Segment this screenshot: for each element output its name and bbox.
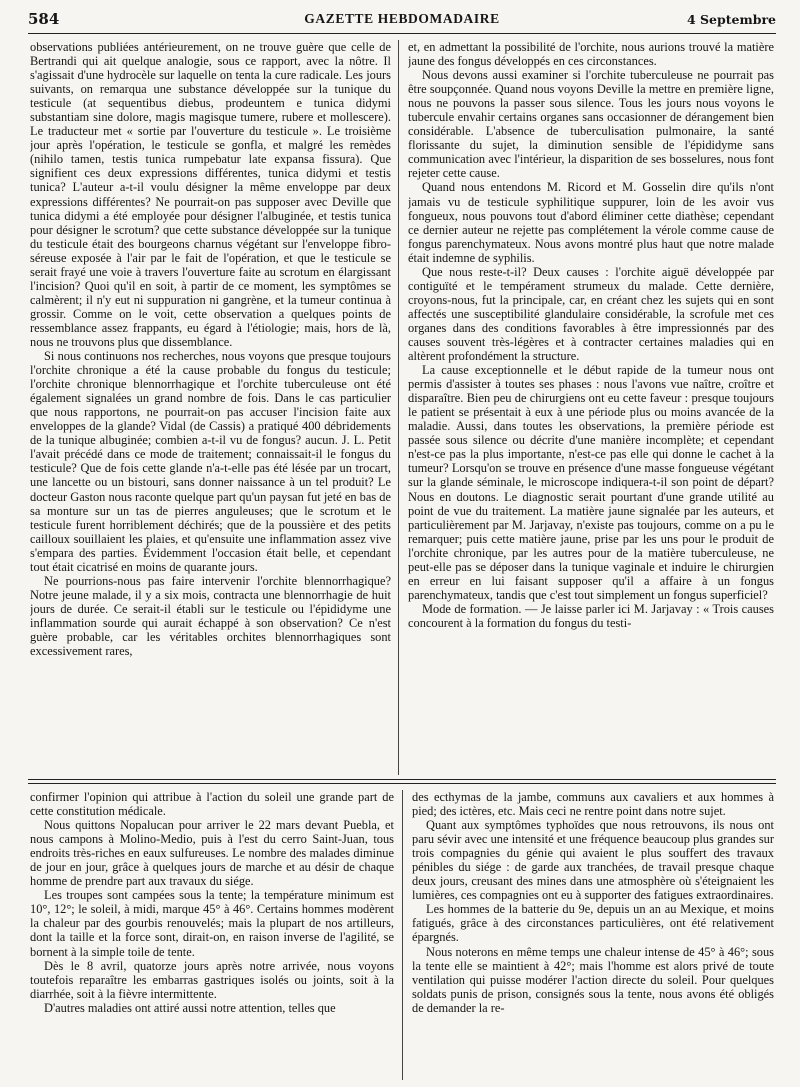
paragraph: des ecthymas de la jambe, communs aux cavaliers et aux hommes à pied; des ictères, etc. Mais ceci ne rentre point dans notre sujet. bbox=[412, 790, 774, 819]
paragraph: Que nous reste-t-il? Deux causes : l'orchite aiguë développée par contiguïté et le tempérament strumeux du malade. Cette dernière, croyons-nous, fut la principale, car, en créant chez les sujets qui en sont affectés une susceptibilité glandulaire considérable, la scrofule met ces organes dans des conditions favorables à être impressionnés par des causes souvent très-légères et à contracter certaines maladies qui en altèrent profondément la structure. bbox=[408, 264, 774, 364]
column-divider bbox=[398, 40, 399, 775]
paragraph: Nous devons aussi examiner si l'orchite tuberculeuse ne pourrait pas être soupçonnée. Quand nous voyons Deville la mettre en première ligne, nous ne pouvons la passer sous silence. Tous les jours nous voyons le tubercule envahir certains organes sans occasionner de dérangement bien considérable. L'absence de tuberculisation pulmonaire, la santé florissante du sujet, la diminution sensible de l'épididyme sans communication avec l'intérieur, la disparition de ses bosselures, nous font rejeter cette cause. bbox=[408, 68, 774, 181]
section-heading-paragraph: Mode de formation. — Je laisse parler ici M. Jarjavay : « Trois causes concourent à la formation du fongus du testi- bbox=[408, 601, 774, 630]
paragraph: Quand nous entendons M. Ricord et M. Gosselin dire qu'ils n'ont jamais vu de testicule syphilitique suppurer, loin de les avoir vus fongueux, nous pouvons tout d'abord éliminer cette diathèse; cependant ce dernier auteur ne rejette pas complétement la vérole comme cause de fongus parenchymateux. Nous avons montré plus haut que notre malade était indemne de syphilis. bbox=[408, 180, 774, 265]
paragraph: Ne pourrions-nous pas faire intervenir l'orchite blennorrhagique? Notre jeune malade, il y a six mois, contracta une blennorrhagie de huit jours de durée. Ce serait-il établi sur le testicule ou l'épididyme une inflammation sourde qui aurait échappé à son observation? Ce n'est guère probable, car les véritables orchites blennorrhagiques sont excessivement rares, bbox=[30, 573, 391, 659]
page-header bbox=[28, 6, 776, 32]
top-left-column bbox=[30, 40, 391, 778]
paragraph: et, en admettant la possibilité de l'orchite, nous aurions trouvé la matière jaune des fongus développés en ces circonstances. bbox=[408, 40, 774, 69]
section-rule-secondary bbox=[28, 783, 776, 784]
paragraph: D'autres maladies ont attiré aussi notre attention, telles que bbox=[44, 1000, 336, 1015]
paragraph: Dès le 8 avril, quatorze jours après notre arrivée, nous voyons toutefois reparaître les embarras gastriques isolés ou joints, soit à la diarrhée, soit à la fièvre intermittente. bbox=[30, 958, 394, 1001]
paragraph: Nous noterons en même temps une chaleur intense de 45° à 46°; sous la tente elle se maintient à 42°; mais l'homme est alors privé de toute ventilation qui puisse modérer l'action directe du soleil. Pour quelques soldats punis de prison, consignés sous la tente, nous avons été obligés de demander la re- bbox=[412, 944, 774, 1015]
issue-date: 4 Septembre bbox=[686, 12, 776, 27]
paragraph: Si nous continuons nos recherches, nous voyons que presque toujours l'orchite chronique a été la cause probable du fongus du testicule; l'orchite chronique blennorrhagique et l'orchite tuberculeuse ont été également signalées un grand nombre de fois. Dans le cas particulier que nous rapportons, ne pourrait-on pas accuser l'incision faite aux enveloppes de la glande? Vidal (de Cassis) a pratiqué 400 débridements de la tunique albuginée; combien a-t-il vu de fongus? aucun. J. L. Petit l'avait précédé dans ce mode de traitement; connaissait-il le fongus du testicule? Que de fois cette glande n'a-t-elle pas été lésée par un trocart, une lancette ou un bistouri, sans donner naissance à un tel produit? Le docteur Gaston nous raconte quelque part qu'un paysan fut jeté en bas de sa monture sur un tas de pierres anguleuses; que le scrotum et le testicule furent horriblement déchirés; que de la poussière et des petits cailloux souillaient les plaies, et qu'ensuite une inflammation assez vive s'empara des parties. Évidemment l'occasion était belle, et cependant tout était cicatrisé en moins de quarante jours. bbox=[30, 349, 391, 574]
journal-title: GAZETTE HEBDOMADAIRE bbox=[304, 11, 500, 26]
paragraph: La cause exceptionnelle et le début rapide de la tumeur nous ont permis d'assister à toutes ses phases : nous l'avons vue naître, croître et disparaître. Bien peu de chirurgiens ont eu cette faveur : presque toujours le patient se présentait à eux à une période plus ou moins avancée de la maladie. Aussi, dans toutes les observations, la première période est passée sous silence ou décrite d'une manière incomplète; et cependant n'est-ce pas la plus importante, n'est-ce pas elle qui donne le cachet à la tumeur? Lorsqu'on se trouve en présence d'une masse fongueuse végétant sur la glande séminale, le microscope indiquera-t-il son point de départ? Nous en doutons. Le diagnostic serait pourtant d'une grande utilité au point de vue du traitement. La matière jaune signalée par les auteurs, et particulièrement par M. Jarjavay, n'existe pas toujours, comme on a pu le remarquer; puis cette matière jaune, prise par les uns pour le produit de l'orchite chronique, par les autres pour de la matière tuberculeuse, ne peut-elle pas se déposer dans la tunique vaginale et induire le chirurgien en erreur en lui faisant supposer qu'il a affaire à un fongus parenchymateux, tandis que c'est tout simplement un fongus superficiel? bbox=[408, 363, 774, 602]
paragraph: observations publiées antérieurement, on ne trouve guère que celle de Bertrandi qui ait quelque analogie, sous ce rapport, avec la nôtre. Il s'agissait d'une hydrocèle sur laquelle on tenta la cure radicale. Les jours suivants, on remarqua une substance développée sur la tunique du testicule (at sequentibus diebus, prodeuntem e tunica didymi substantiam sine dolore, magis magisque tumere, rubere et mollescere). Le traducteur met « sortie par l'ouverture du testicule ». Le troisième jour après l'opération, le testicule se gonfla, et malgré les remèdes (nihilo tamen, testis tunica rumpebatur late expansa fissura). Que signifient ces deux expressions différentes, tunica didymi et testis tunica? L'auteur a-t-il voulu désigner la même enveloppe par deux expressions différentes? Ne pourrait-on pas supposer avec Deville que tunica didymi a été employée pour désigner l'albuginée, et testis tunica pour désigner le scrotum? que cette substance développée sur la tunique du testicule était des bourgeons charnus végétant sur l'enveloppe fibro-séreuse exposée à l'air par le fait de l'opération, et que le testicule se serait frayé une voie à travers l'ouverture faite au scrotum en élargissant l'incision? Quoi qu'il en soit, à partir de ce moment, les symptômes se calmèrent; il n'y eut ni suppuration ni gangrène, et la tumeur continua à grossir. Comme on le voit, cette observation a quelques points de ressemblance assez frappants, eu égard à l'étiologie; mais, hors de là, nous ne trouvons plus que dissemblance. bbox=[30, 40, 391, 349]
bottom-left-column bbox=[30, 790, 394, 1082]
paragraph: Les hommes de la batterie du 9e, depuis un an au Mexique, et moins fatigués, grâce à des circonstances particulières, ont été relativement épargnés. bbox=[412, 902, 774, 945]
header-rule bbox=[28, 33, 776, 34]
paragraph: Nous quittons Nopalucan pour arriver le 22 mars devant Puebla, et nous campons à Molino-Medio, puis à l'est du cerro Saint-Juan, tous endroits très-riches en eaux sulfureuses. Le nombre des malades diminue de jour en jour, grâce à quelques jours de marche et au désir de chaque homme de prendre part aux travaux du siége. bbox=[30, 818, 394, 889]
paragraph: Quant aux symptômes typhoïdes que nous retrouvons, ils nous ont paru sévir avec une intensité et une fréquence beaucoup plus grandes sur trois compagnies du génie qui avaient le plus souffert des travaux pénibles du siége : de garde aux tranchées, de travail presque chaque deux jours, creusant des mines dans une atmosphère où s'éteignaient les lumières, ces compagnies ont eu à supporter des fatigues extraordinaires. bbox=[412, 818, 774, 903]
column-divider bbox=[402, 790, 403, 1080]
paragraph: Les troupes sont campées sous la tente; la température minimum est 10°, 12°; le soleil, à midi, marque 45° à 46°. Certains hommes modèrent la chaleur par des gourbis renouvelés; mais la plupart de nos artilleurs, dont la taille et la force sont, dirait-on, en raison inverse de l'agilité, se bornent à la simple toile de tente. bbox=[30, 888, 394, 959]
paragraph: confirmer l'opinion qui attribue à l'action du soleil une grande part de cette constitution médicale. bbox=[30, 790, 394, 819]
section-rule bbox=[28, 779, 776, 780]
top-right-column bbox=[408, 40, 774, 778]
page-number: 584 bbox=[28, 10, 60, 28]
bottom-right-column bbox=[412, 790, 774, 1082]
